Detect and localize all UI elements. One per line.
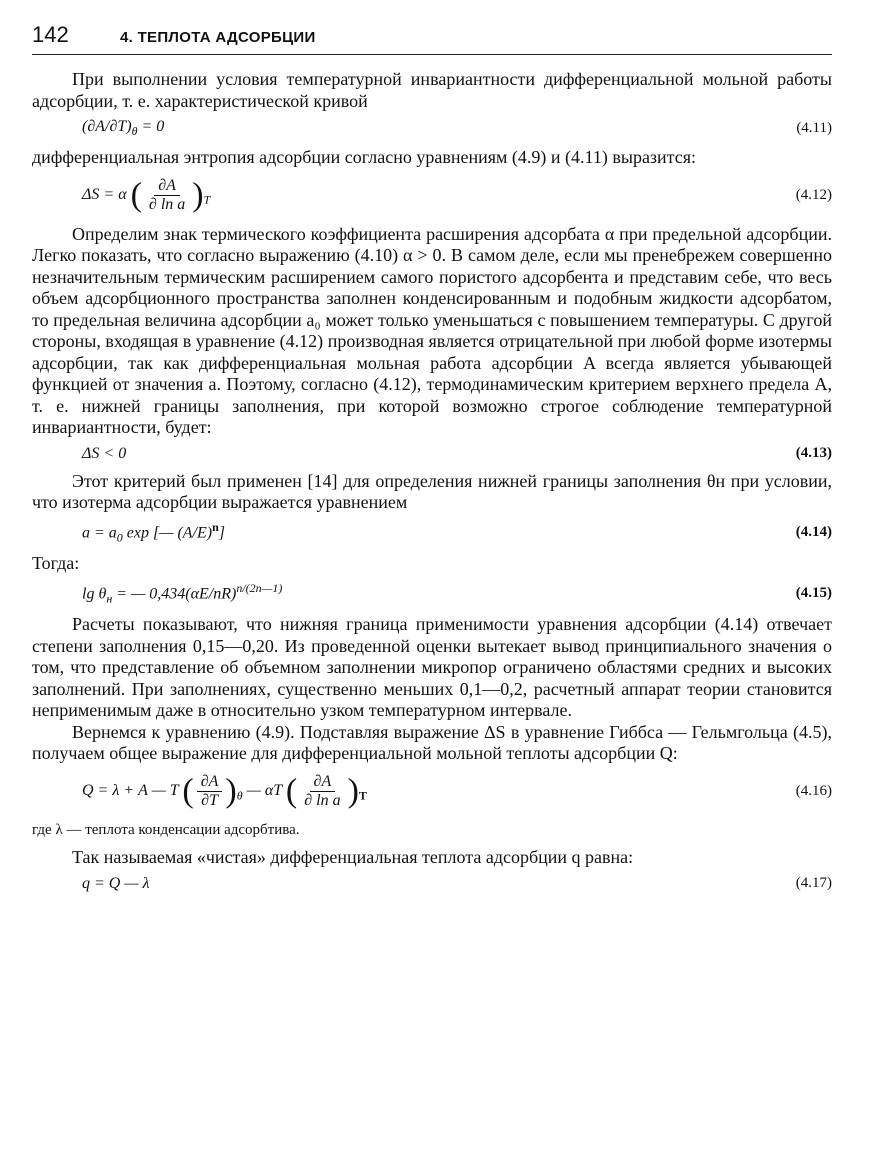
- eq-4-15-sub: н: [106, 591, 113, 606]
- eq-4-14-post: ]: [218, 524, 226, 542]
- paragraph-4: Этот критерий был применен [14] для определения нижней границы заполнения θн при условии, что изотерма адсорбции выражается уравнением: [32, 470, 832, 513]
- eq-4-14-number: (4.14): [795, 523, 832, 540]
- paragraph-3: Определим знак термического коэффициента расширения адсорбата α при предельной адсорбции. Легко показать, что согласно выражению (4.10) α > 0. В самом деле, если мы пренебрежем совершенно незначительным термическим расширением самого пористого адсорбента и представим себе, что весь объем адсорбционного пространства заполнен конденсированным и подобным жидкости адсорбатом, то предельная величина адсорбции a₀ может только уменьшаться с повышением температуры. С другой стороны, входящая в уравнение (4.12) производная является отрицательной при любой форме изотермы адсорбции, так как дифференциальная мольная работа адсорбции A всегда является убывающей функцией от значения a. Поэтому, согласно (4.12), термодинамическим критерием верхнего предела A, т. е. нижней границы заполнения, при которой возможно строгое соблюдение температурной инвариантности, будет:: [32, 223, 832, 438]
- equation-4-16: Q = λ + A — T ( $\frac{\partial A}{\partial T}$ )$_\theta$ — αT ( $\frac{\partial A}{\text{∂ ln a}}$ )$_T$ (4.16): [82, 772, 832, 810]
- eq-4-16-frac2-num: ∂A: [310, 773, 336, 792]
- eq-4-16-frac1-den: ∂T: [201, 791, 218, 809]
- eq-4-12-frac-num: ∂A: [154, 177, 180, 196]
- page-header: [32, 22, 832, 55]
- equation-4-15: [32, 581, 832, 607]
- paragraph-6: Расчеты показывают, что нижняя граница применимости уравнения адсорбции (4.14) отвечает степени заполнения 0,15—0,20. Из проведенной оценки вытекает вывод принципиального значения о том, что представление об объемном заполнении микропор ограничено областями средних и высоких заполнений. При заполнениях, существенно меньших 0,1—0,2, расчетный аппарат теории становится неприменимым даже в относительно узком температурном интервале.: [32, 614, 832, 721]
- eq-4-14-sup: n: [212, 519, 219, 534]
- eq-4-16-sub2: T: [358, 788, 367, 803]
- equation-4-17: [32, 875, 832, 893]
- eq-4-16-number: (4.16): [795, 782, 832, 799]
- eq-4-15-sup: n/(2n—1): [236, 580, 283, 595]
- paragraph-2: дифференциальная энтропия адсорбции согласно уравнениям (4.9) и (4.11) выразится:: [32, 147, 697, 168]
- equation-4-14: [32, 520, 832, 546]
- eq-4-11-rhs: = 0: [137, 118, 165, 135]
- eq-4-16-fraction-2: [300, 773, 344, 810]
- equation-4-13: [32, 445, 832, 463]
- paragraph-9: Так называемая «чистая» дифференциальная теплота адсорбции q равна:: [72, 847, 634, 868]
- eq-4-16-pre: Q = λ + A — T: [82, 781, 179, 799]
- eq-4-14-sub: 0: [116, 530, 123, 545]
- eq-4-15-pre: lg θ: [82, 585, 107, 603]
- eq-4-14-pre: a = a: [82, 524, 117, 542]
- eq-4-17-number: (4.17): [795, 875, 832, 892]
- equation-4-12: ΔS = α ( $\frac{\partial A}{\text{∂ ln a}}$ )$_T$ (4.12): [82, 176, 832, 214]
- eq-4-15-number: (4.15): [795, 584, 832, 601]
- eq-4-16-frac1-num: ∂A: [197, 773, 223, 792]
- eq-4-12-sub: T: [203, 192, 211, 207]
- book-page: [32, 22, 832, 901]
- chapter-title: 4. ТЕПЛОТА АДСОРБЦИИ: [120, 29, 316, 46]
- eq-4-16-fraction-1: [197, 773, 223, 810]
- paragraph-7: Вернемся к уравнению (4.9). Подставляя выражение ΔS в уравнение Гиббса — Гельмгольца (4.5), получаем общее выражение для дифференциальной мольной теплоты адсорбции Q:: [32, 721, 832, 764]
- eq-4-11-sub: θ: [131, 124, 138, 139]
- paragraph-1: При выполнении условия температурной инвариантности дифференциальной мольной работы адсорбции, т. е. характеристической кривой: [32, 69, 832, 111]
- eq-4-12-fraction: [145, 177, 189, 214]
- eq-4-11-lhs: (∂A/∂T): [82, 118, 132, 135]
- paragraph-5: Тогда:: [32, 553, 80, 574]
- page-number: 142: [32, 22, 69, 47]
- eq-4-13-number: (4.13): [795, 445, 832, 462]
- eq-4-17-expr: q = Q — λ: [82, 874, 150, 892]
- eq-4-16-sub1: θ: [236, 788, 243, 803]
- eq-4-14-mid: exp [— (A/E): [122, 524, 213, 542]
- eq-4-12-number: (4.12): [795, 186, 832, 203]
- eq-4-12-lhs: ΔS = α: [82, 185, 127, 203]
- eq-4-16-frac2-den: ∂ ln a: [304, 791, 341, 809]
- eq-4-12-frac-den: ∂ ln a: [148, 195, 186, 213]
- eq-4-16-mid: — αT: [242, 781, 282, 799]
- eq-4-13-expr: ΔS < 0: [82, 444, 127, 462]
- eq-4-11-number: (4.11): [796, 120, 832, 137]
- equation-4-11: [32, 118, 832, 139]
- paragraph-8: где λ — теплота конденсации адсорбтива.: [32, 821, 300, 838]
- eq-4-15-mid: = — 0,434(αE/nR): [112, 585, 237, 603]
